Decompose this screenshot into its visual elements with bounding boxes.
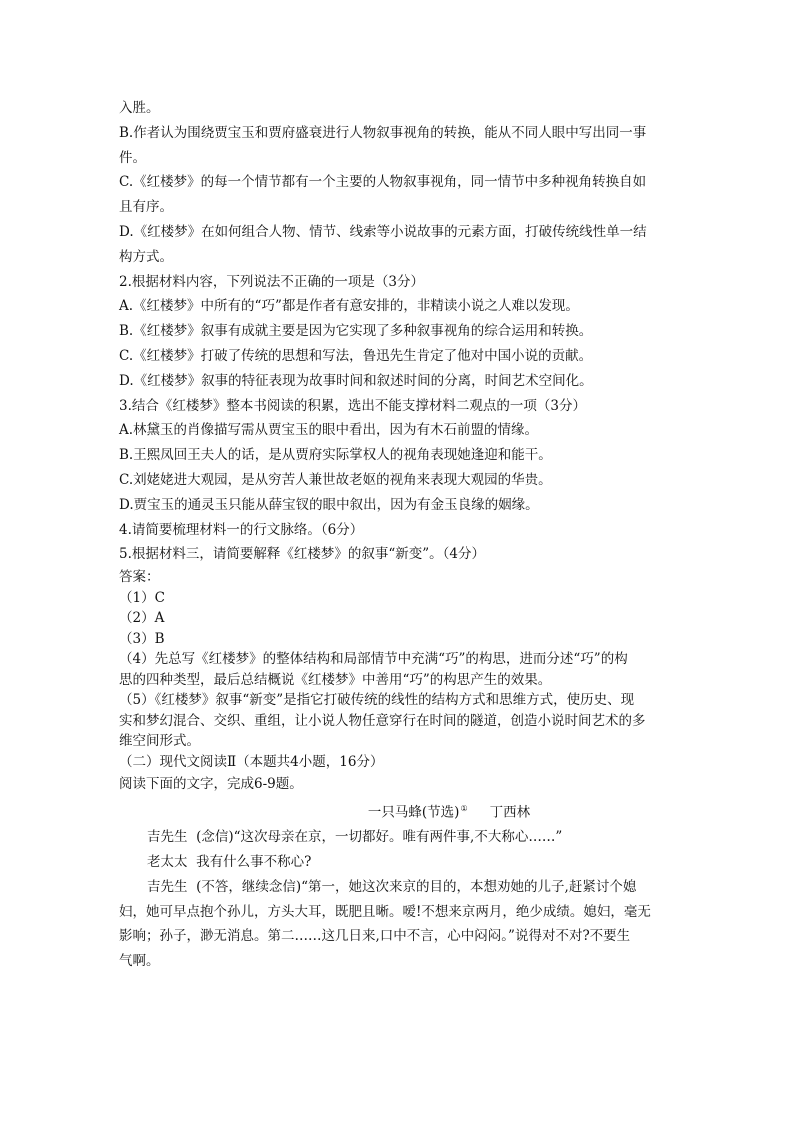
option-line: C.《红楼梦》打破了传统的思想和写法，鲁迅先生肯定了他对中国小说的贡献。 bbox=[119, 347, 593, 364]
dialogue-text: (念信)“这次母亲在京，一切都好。唯有两件事,不大称心……” bbox=[196, 829, 563, 846]
answer-line: 思的四种类型，最后总结概说《红楼梦》中善用“巧”的构思产生的效果。 bbox=[119, 671, 552, 688]
text-line: C.《红楼梦》的每一个情节都有一个主要的人物叙事视角，同一情节中多种视角转换自如 bbox=[119, 174, 647, 191]
section-heading: （二）现代文阅读Ⅱ（本题共4小题，16分） bbox=[119, 753, 384, 770]
dialogue-text: (不答，继续念信)“第一，她这次来京的目的，本想劝她的儿子,赶紧讨个媳 bbox=[196, 878, 637, 895]
instruction: 阅读下面的文字，完成6-9题。 bbox=[119, 776, 303, 793]
speaker-name: 老太太 bbox=[147, 854, 188, 871]
speaker-name: 吉先生 bbox=[147, 829, 188, 846]
answer-line: （4）先总写《红楼梦》的整体结构和局部情节中充满“巧”的构思，进而分述“巧”的构 bbox=[119, 651, 628, 668]
question-3-stem: 3.结合《红楼梦》整本书阅读的积累，选出不能支撑材料二观点的一项（3分） bbox=[119, 397, 586, 414]
answer-block bbox=[119, 567, 679, 772]
option-line: A.林黛玉的肖像描写需从贾宝玉的眼中看出，因为有木石前盟的情缘。 bbox=[119, 422, 539, 439]
option-line: B.《红楼梦》叙事有成就主要是因为它实现了多种叙事视角的综合运用和转换。 bbox=[119, 323, 593, 340]
answer-line: （1）C bbox=[119, 589, 165, 606]
dialogue-continuation: 妇，她可早点抱个孙儿，方头大耳，既肥且晰。嗳!不想来京两月，绝少成绩。媳妇，毫无 bbox=[119, 903, 651, 920]
answer-line: （2）A bbox=[119, 610, 165, 627]
answer-line: 实和梦幻混合、交织、重组，让小说人物任意穿行在时间的隧道，创造小说时间艺术的多 bbox=[119, 712, 646, 729]
text-line: 且有序。 bbox=[119, 199, 173, 216]
option-line: B.王熙凤回王夫人的话，是从贾府实际掌权人的视角表现她逢迎和能干。 bbox=[119, 447, 552, 464]
story-author: 丁西林 bbox=[489, 804, 531, 821]
text-line: 构方式。 bbox=[119, 248, 173, 265]
question-2-stem: 2.根据材料内容，下列说法不正确的一项是（3分） bbox=[119, 273, 424, 290]
speaker-name: 吉先生 bbox=[147, 878, 188, 895]
option-line: A.《红楼梦》中所有的“巧”都是作者有意安排的，非精读小说之人难以发现。 bbox=[119, 298, 579, 315]
question-5-stem: 5.根据材料三，请简要解释《红楼梦》的叙事“新变”。（4分） bbox=[119, 546, 486, 563]
dialogue-line bbox=[119, 850, 679, 875]
text-line: D.《红楼梦》在如何组合人物、情节、线索等小说故事的元素方面，打破传统线性单一结 bbox=[119, 223, 647, 240]
story-title: 一只马蜂(节选) bbox=[367, 804, 460, 821]
answer-line: （5）《红楼梦》叙事“新变”是指它打破传统的线性的结构方式和思维方式，使历史、现 bbox=[119, 692, 635, 709]
dialogue-continuation: 影响；孙子，渺无消息。第二……这几日来,口中不言，心中闷闷。”说得对不对?不要生 bbox=[119, 928, 631, 945]
answer-label: 答案： bbox=[119, 569, 160, 586]
option-line: C.刘姥姥进大观园，是从穷苦人兼世故老妪的视角来表现大观园的华贵。 bbox=[119, 471, 552, 488]
answer-line: 维空间形式。 bbox=[119, 733, 200, 750]
text-line: 入胜。 bbox=[119, 100, 160, 116]
dialogue-line bbox=[119, 875, 679, 900]
dialogue-line bbox=[119, 825, 679, 850]
answer-line: （3）B bbox=[119, 630, 165, 647]
dialogue-text: 我有什么事不称心? bbox=[196, 854, 312, 871]
text-line: B.作者认为围绕贾宝玉和贾府盛衰进行人物叙事视角的转换，能从不同人眼中写出同一事 bbox=[119, 124, 647, 141]
story-title-line bbox=[119, 797, 679, 825]
question-4-stem: 4.请简要梳理材料一的行文脉络。（6分） bbox=[119, 521, 364, 538]
question-block bbox=[119, 96, 679, 567]
option-line: D.贾宝玉的通灵玉只能从薛宝钗的眼中叙出，因为有金玉良缘的姻缘。 bbox=[119, 496, 539, 513]
option-line: D.《红楼梦》叙事的特征表现为故事时间和叙述时间的分离，时间艺术空间化。 bbox=[119, 372, 593, 389]
dialogue-continuation: 气啊。 bbox=[119, 953, 160, 970]
reading-block bbox=[119, 772, 679, 974]
text-line: 件。 bbox=[119, 149, 146, 166]
footnote-marker: ① bbox=[460, 803, 468, 813]
document-page bbox=[119, 96, 679, 974]
